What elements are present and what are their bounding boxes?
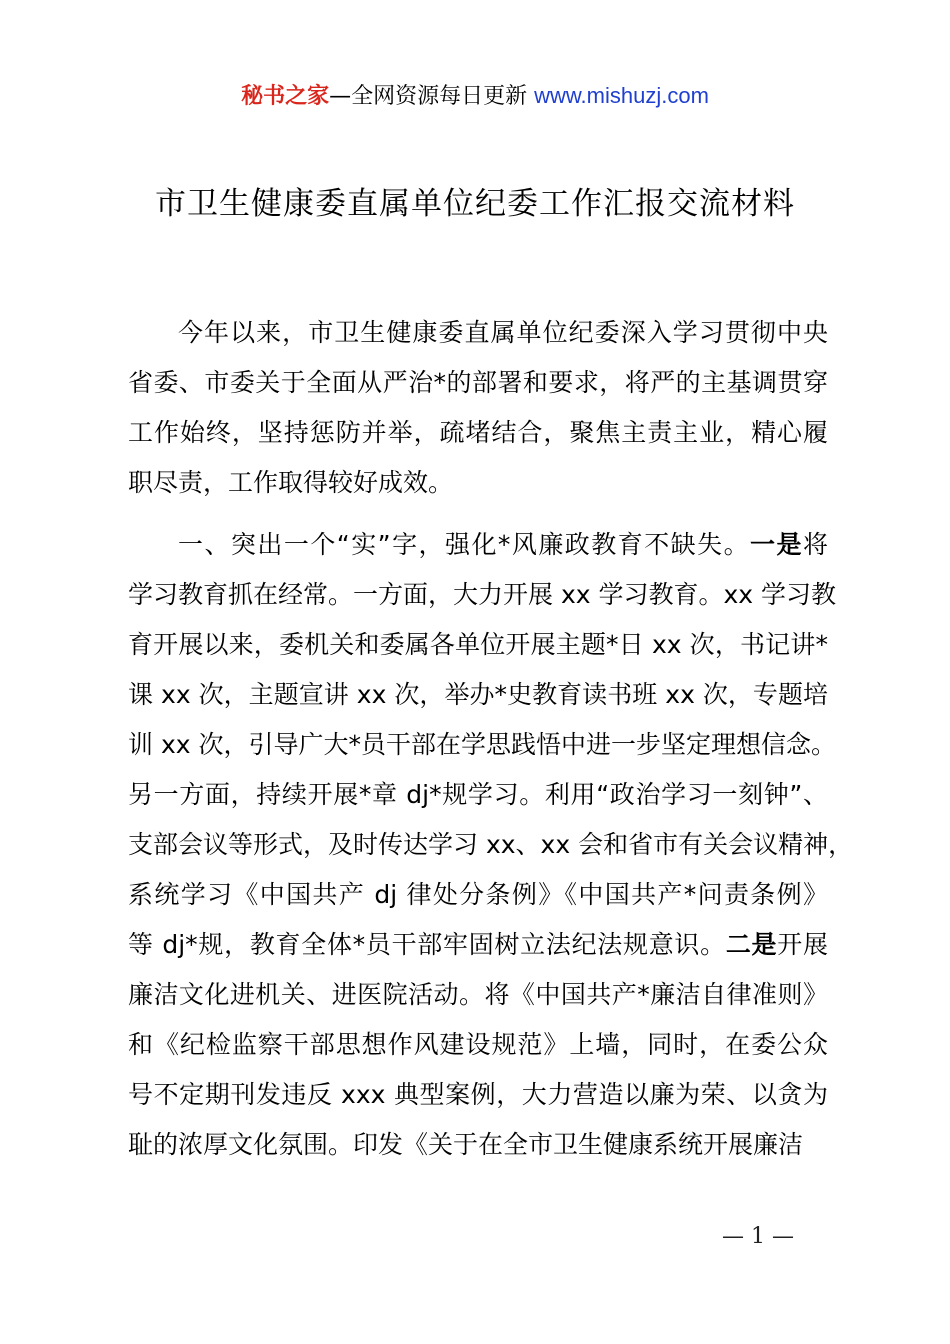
line-continuation: 开展 (777, 930, 828, 959)
paragraph-line: 今年以来，市卫生健康委直属单位纪委深入学习贯彻中央 (178, 318, 828, 347)
paragraph-line (128, 920, 828, 970)
paragraph-line: 耻的浓厚文化氛围。印发《关于在全市卫生健康系统开展廉洁 (128, 1130, 804, 1159)
section-heading: 一、突出一个“实”字，强化*风廉政教育不缺失。 (178, 530, 751, 559)
document-body (128, 308, 854, 1170)
paragraph-line: 学习教育抓在经常。一方面，大力开展 xx 学习教育。xx 学习教 (128, 580, 837, 609)
paragraph-intro (128, 308, 828, 508)
site-brand-name: 秘书之家 (241, 84, 330, 109)
paragraph-line: 廉洁文化进机关、进医院活动。将《中国共产*廉洁自律准则》 (128, 980, 828, 1009)
paragraph-line: 省委、市委关于全面从严治*的部署和要求，将严的主基调贯穿 (128, 368, 828, 397)
paragraph-line: 和《纪检监察干部思想作风建设规范》上墙，同时，在委公众 (128, 1030, 828, 1059)
site-url-link[interactable]: www.mishuzj.com (534, 83, 709, 108)
paragraph-line: 号不定期刊发违反 xxx 典型案例，大力营造以廉为荣、以贪为 (128, 1080, 828, 1109)
paragraph-line: 工作始终，坚持惩防并举，疏堵结合，聚焦主责主业，精心履 (128, 418, 828, 447)
paragraph-line (128, 520, 828, 570)
page-number: — 1 — (722, 1224, 794, 1249)
paragraph-line: 育开展以来，委机关和委属各单位开展主题*日 xx 次，书记讲* (128, 630, 828, 659)
paragraph-line: 支部会议等形式，及时传达学习 xx、xx 会和省市有关会议精神， (128, 830, 854, 859)
document-title: 市卫生健康委直属单位纪委工作汇报交流材料 (155, 186, 795, 222)
item-marker-one: 一是 (750, 530, 803, 559)
paragraph-section-one (128, 520, 854, 1170)
paragraph-line: 课 xx 次，主题宣讲 xx 次，举办*史教育读书班 xx 次，专题培 (128, 680, 828, 709)
paragraph-line: 另一方面，持续开展*章 dj*规学习。利用“政治学习一刻钟”、 (128, 780, 828, 809)
item-marker-two: 二是 (725, 930, 778, 959)
line-text: 等 dj*规，教育全体*员干部牢固树立法纪法规意识。 (128, 930, 726, 959)
paragraph-line: 训 xx 次，引导广大*员干部在学思践悟中进一步坚定理想信念。 (128, 730, 836, 759)
paragraph-line: 系统学习《中国共产 dj 律处分条例》《中国共产*问责条例》 (128, 880, 828, 909)
paragraph-line: 职尽责，工作取得较好成效。 (128, 468, 454, 497)
line-continuation: 将 (802, 530, 828, 559)
site-banner (0, 80, 950, 113)
site-tagline: —全网资源每日更新 (329, 84, 535, 109)
